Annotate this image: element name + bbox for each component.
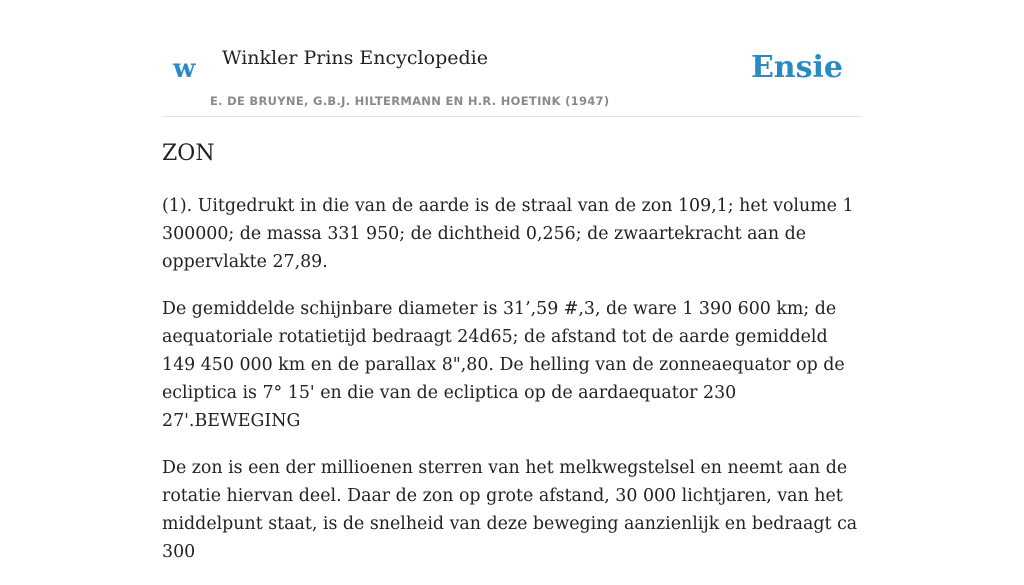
- entry-paragraph: De gemiddelde schijnbare diameter is 31’,59 #,3, de ware 1 390 600 km; de aequatoriale rotatietijd bedraagt 24d65; de afstand tot de aarde gemiddeld 149 450 000 km en de parallax 8",80. De helling van de zonneaequator op de ecliptica is 7° 15' en die van de ecliptica op de aardaequator 230 27'.BEWEGING: [162, 299, 845, 431]
- ensie-logo[interactable]: Ensie: [750, 50, 843, 85]
- book-authors: E. DE BRUYNE, G.B.J. HILTERMANN EN H.R. HOETINK (1947): [210, 94, 610, 108]
- page: [162, 0, 862, 562]
- book-title[interactable]: Winkler Prins Encyclopedie: [222, 47, 488, 69]
- entry-body: [162, 192, 862, 585]
- entry-paragraph: (1). Uitgedrukt in die van de aarde is de straal van de zon 109,1; het volume 1 300000; de massa 331 950; de dichtheid 0,256; de zwaartekracht aan de oppervlakte 27,89.: [162, 196, 854, 272]
- entry-paragraph: De zon is een der millioenen sterren van het melkwegstelsel en neemt aan de rotatie hiervan deel. Daar de zon op grote afstand, 30 000 lichtjaren, van het middelpunt staat, is de snelheid van deze beweging aanzienlijk en bedraagt ca 300: [162, 458, 858, 562]
- site-header: [162, 0, 862, 117]
- entry-title: ZON: [162, 141, 215, 166]
- book-logo[interactable]: w: [173, 54, 196, 84]
